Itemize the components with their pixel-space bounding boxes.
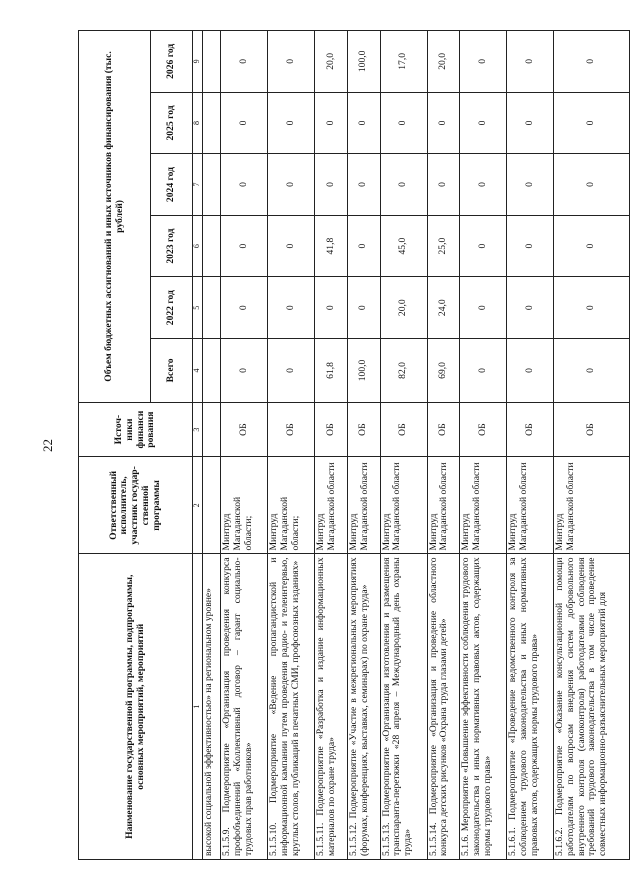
row-2024: 0 (380, 154, 427, 216)
table-row (221, 31, 268, 860)
table-body (203, 31, 630, 860)
row-source: ОБ (268, 402, 315, 456)
header-year-2025: 2025 год (151, 92, 193, 154)
row-2025: 0 (347, 92, 380, 154)
row-2024: 0 (507, 154, 554, 216)
column-number: 3 (193, 402, 203, 456)
row-2023: 25,0 (427, 215, 460, 277)
row-name: 5.1.6. Мероприятие «Повышение эффективности соблюдения трудового законодательства и иных нормативных правовых актов, содержащих нормы трудового права» (460, 554, 507, 860)
row-2022 (203, 277, 221, 339)
header-total: Всего (151, 338, 193, 402)
row-name: 5.1.5.10. Подмероприятие «Ведение пропагандистской и информационной кампании путем проведения радио- и телеинтервью, круглых столов, публикаций в печатных СМИ, профсоюзных изданиях» (268, 554, 315, 860)
row-total: 0 (507, 338, 554, 402)
row-2026: 0 (507, 31, 554, 93)
row-2026: 20,0 (315, 31, 348, 93)
row-2024: 0 (268, 154, 315, 216)
row-2025 (203, 92, 221, 154)
row-2024: 0 (460, 154, 507, 216)
header-year-2024: 2024 год (151, 154, 193, 216)
row-name: 5.1.6.2. Подмероприятие «Оказание консультационной помощи работодателям по вопросам внедрения систем добровольного внутреннего контроля (самоконтроля) работодателями соблюдения требований трудового законодательства в том числе проведение совместных информационно-разъяснительных мероприятий для (554, 554, 630, 860)
row-responsible: Минтруд Магаданской области (427, 457, 460, 554)
column-number: 1 (193, 554, 203, 860)
row-source: ОБ (427, 402, 460, 456)
row-name: 5.1.5.14. Подмероприятие «Организация и проведение областного конкурса детских рисунков «Охрана труда глазами детей» (427, 554, 460, 860)
budget-table (78, 30, 630, 860)
row-2025: 0 (315, 92, 348, 154)
row-2026: 20,0 (427, 31, 460, 93)
row-responsible: Минтруд Магаданской области (380, 457, 427, 554)
column-number: 7 (193, 154, 203, 216)
row-total: 0 (460, 338, 507, 402)
row-2022: 0 (460, 277, 507, 339)
row-responsible: Минтруд Магаданской области (507, 457, 554, 554)
row-2023: 0 (221, 215, 268, 277)
column-number: 9 (193, 31, 203, 93)
table-row (315, 31, 348, 860)
row-name: 5.1.6.1. Подмероприятие «Проведение ведомственного контроля за соблюдением трудового законодательства и иных нормативных правовых актов, содержащих нормы трудового права» (507, 554, 554, 860)
column-number-row (193, 31, 203, 860)
row-responsible: Минтруд Магаданской области (554, 457, 630, 554)
row-2022: 0 (554, 277, 630, 339)
row-source: ОБ (380, 402, 427, 456)
row-total: 0 (554, 338, 630, 402)
table-row (347, 31, 380, 860)
row-name: 5.1.5.9. Подмероприятие «Организация проведения конкурса профобъединений «Коллективный договор – гарант социально-трудовых прав работников» (221, 554, 268, 860)
row-2022: 0 (347, 277, 380, 339)
row-total: 61,8 (315, 338, 348, 402)
row-2025: 0 (380, 92, 427, 154)
rotated-table-wrapper (78, 30, 630, 860)
row-total (203, 338, 221, 402)
row-responsible: Минтруд Магаданской области; (268, 457, 315, 554)
row-total: 0 (221, 338, 268, 402)
row-2022: 20,0 (380, 277, 427, 339)
row-2025: 0 (427, 92, 460, 154)
row-2024: 0 (554, 154, 630, 216)
column-number: 5 (193, 277, 203, 339)
header-budget-group: Объем бюджетных ассигнований и иных источников финансирования (тыс. рублей) (79, 31, 151, 403)
row-responsible: Минтруд Магаданской области (460, 457, 507, 554)
row-responsible (203, 457, 221, 554)
row-source: ОБ (507, 402, 554, 456)
row-total: 82,0 (380, 338, 427, 402)
row-source: ОБ (554, 402, 630, 456)
row-responsible: Минтруд Магаданской области; (221, 457, 268, 554)
row-2023: 0 (507, 215, 554, 277)
table-row (554, 31, 630, 860)
row-responsible: Минтруд Магаданской области (347, 457, 380, 554)
row-2026: 0 (554, 31, 630, 93)
column-number: 4 (193, 338, 203, 402)
table-row (268, 31, 315, 860)
row-2022: 0 (221, 277, 268, 339)
row-2023: 45,0 (380, 215, 427, 277)
row-source: ОБ (347, 402, 380, 456)
page-number: 22 (40, 439, 55, 452)
header-year-2022: 2022 год (151, 277, 193, 339)
row-2026 (203, 31, 221, 93)
row-name: 5.1.5.13. Подмероприятие «Организация изготовления и размещения транспаранта-перетяжки «28 апреля – Международный день охраны труда» (380, 554, 427, 860)
table-row (203, 31, 221, 860)
row-2026: 0 (268, 31, 315, 93)
row-2022: 0 (268, 277, 315, 339)
column-number: 8 (193, 92, 203, 154)
row-2023: 0 (460, 215, 507, 277)
row-name: высокой социальной эффективностью» на региональном уровне» (203, 554, 221, 860)
row-2026: 0 (460, 31, 507, 93)
header-name: Наименование государственной программы, подпрограммы, основных мероприятий, мероприятий (79, 554, 193, 860)
row-2025: 0 (268, 92, 315, 154)
row-2026: 100,0 (347, 31, 380, 93)
row-2025: 0 (460, 92, 507, 154)
row-2024: 0 (315, 154, 348, 216)
row-2025: 0 (507, 92, 554, 154)
row-2025: 0 (554, 92, 630, 154)
row-source: ОБ (315, 402, 348, 456)
row-2023: 41,8 (315, 215, 348, 277)
table-row (460, 31, 507, 860)
row-2022: 24,0 (427, 277, 460, 339)
row-2025: 0 (221, 92, 268, 154)
header-year-2026: 2026 год (151, 31, 193, 93)
row-2023: 0 (268, 215, 315, 277)
row-source (203, 402, 221, 456)
row-2023 (203, 215, 221, 277)
header-responsible: Ответственный исполнитель, участник государ-ственной программы (79, 457, 193, 554)
row-2024 (203, 154, 221, 216)
row-2023: 0 (347, 215, 380, 277)
row-2022: 0 (507, 277, 554, 339)
row-2024: 0 (427, 154, 460, 216)
column-number: 6 (193, 215, 203, 277)
row-name: 5.1.5.12. Подмероприятие «Участие в межрегиональных мероприятиях (форумах, конференциях, выставках, семинарах) по охране труда» (347, 554, 380, 860)
row-2024: 0 (221, 154, 268, 216)
table-row (380, 31, 427, 860)
row-source: ОБ (460, 402, 507, 456)
header-source: Источ-ники финанси рования (79, 402, 193, 456)
row-2024: 0 (347, 154, 380, 216)
row-2022: 0 (315, 277, 348, 339)
column-number: 2 (193, 457, 203, 554)
row-responsible: Минтруд Магаданской области (315, 457, 348, 554)
row-2026: 0 (221, 31, 268, 93)
row-total: 0 (268, 338, 315, 402)
header-year-2023: 2023 год (151, 215, 193, 277)
row-total: 69,0 (427, 338, 460, 402)
row-2023: 0 (554, 215, 630, 277)
row-name: 5.1.5.11. Подмероприятие «Разработка и издание информационных материалов по охране труда» (315, 554, 348, 860)
row-source: ОБ (221, 402, 268, 456)
row-total: 100,0 (347, 338, 380, 402)
row-2026: 17,0 (380, 31, 427, 93)
table-row (507, 31, 554, 860)
table-row (427, 31, 460, 860)
